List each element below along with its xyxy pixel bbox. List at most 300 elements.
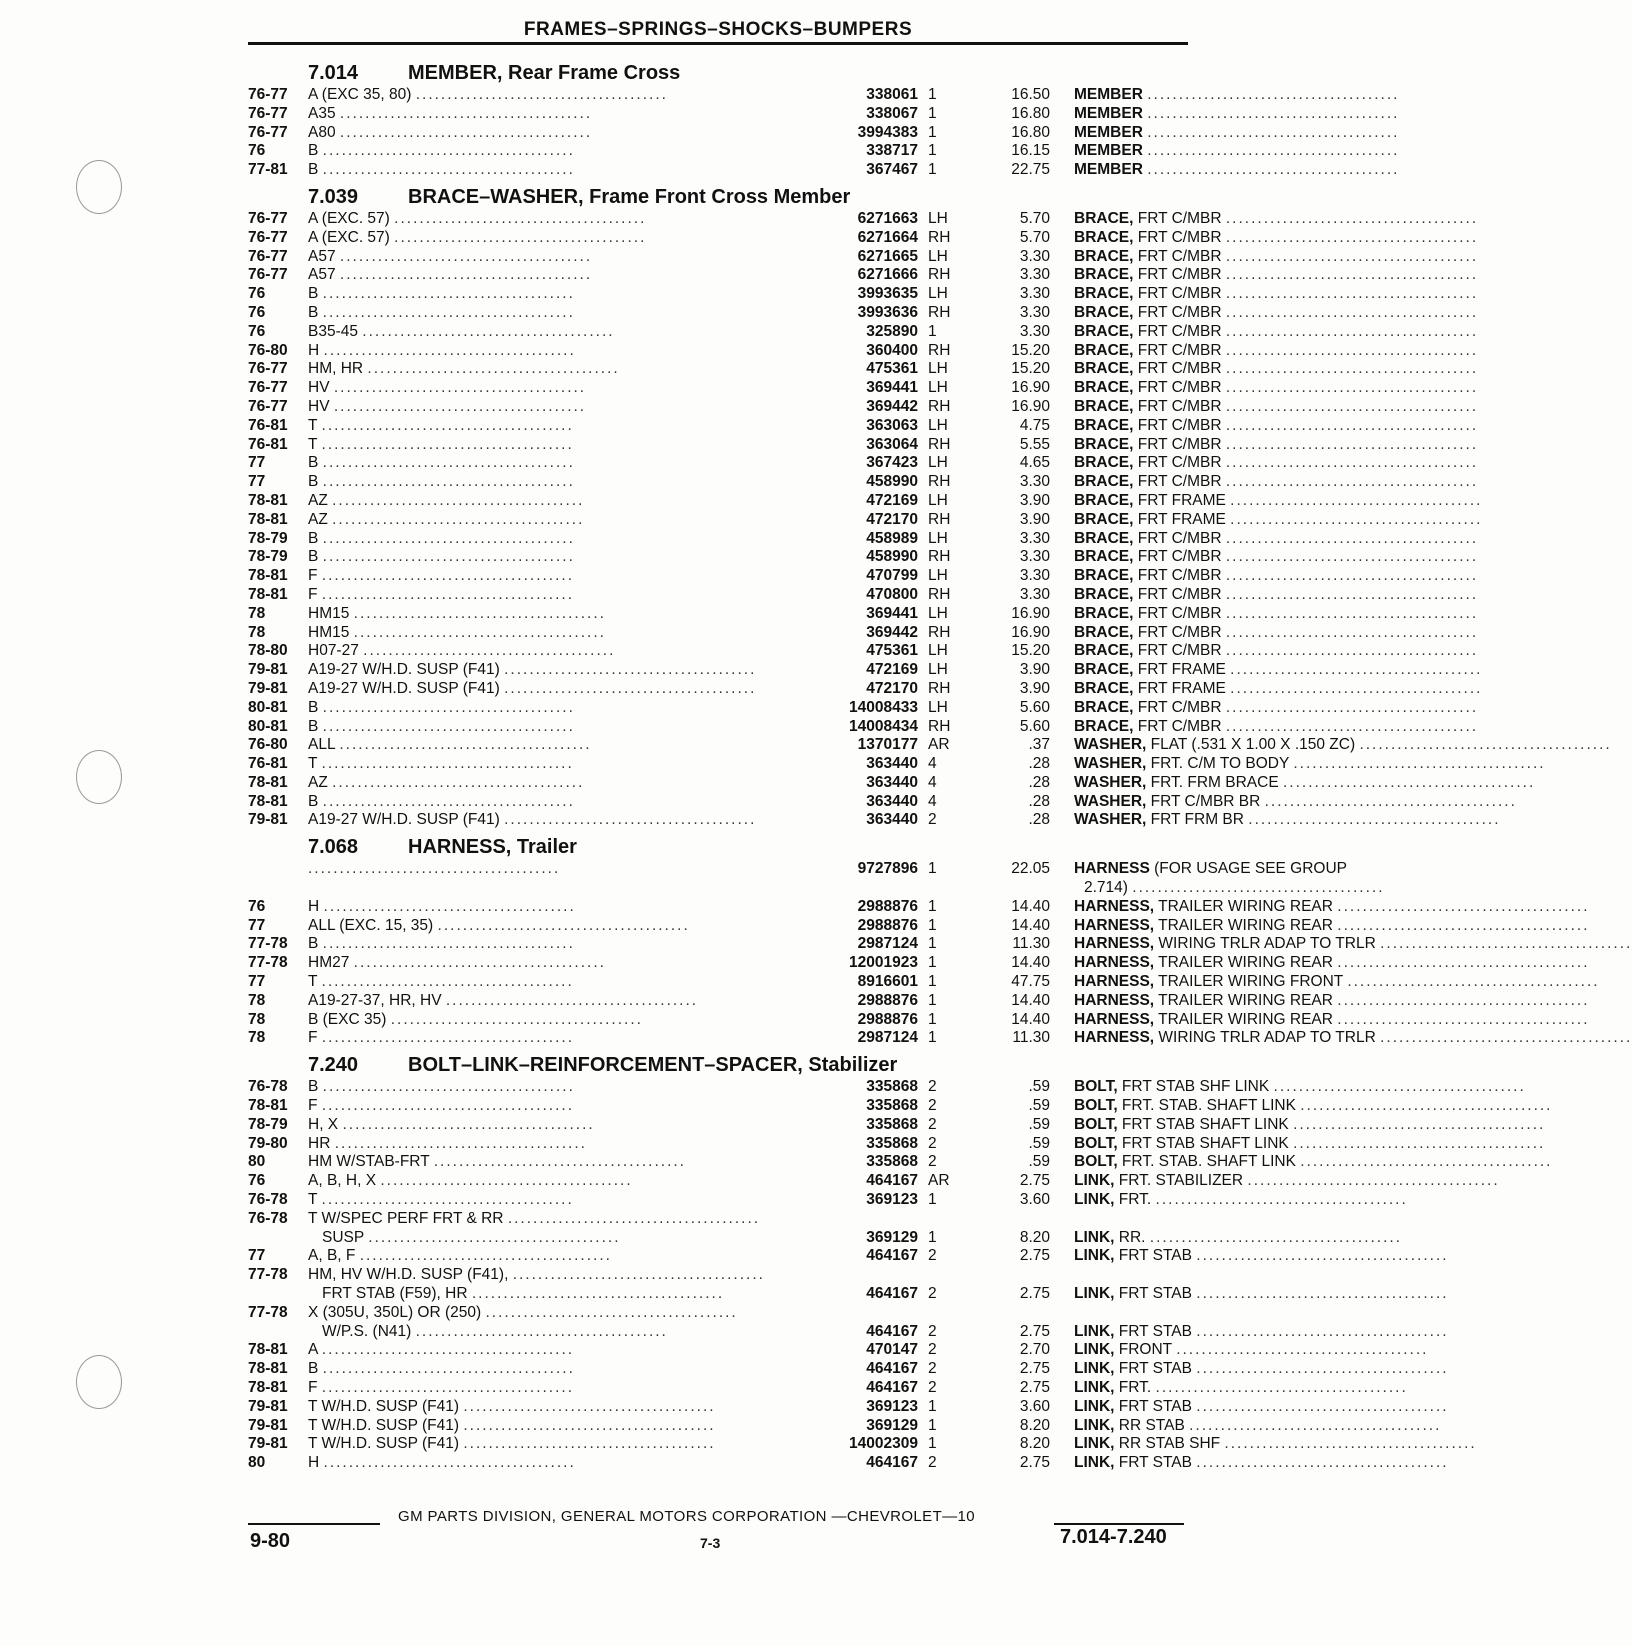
model-year: 76-77	[248, 123, 288, 141]
part-row	[248, 435, 1479, 455]
part-row	[248, 454, 1479, 473]
application: F ........................................	[308, 1029, 575, 1047]
description: BRACE, FRT C/MBR ........................................	[1074, 642, 1479, 660]
part-number: 335868	[866, 1078, 918, 1096]
quantity: 1	[928, 991, 937, 1009]
price: 14.40	[1011, 954, 1050, 972]
quantity: 2	[928, 1341, 937, 1359]
price: .28	[1028, 755, 1050, 773]
description: BRACE, FRT C/MBR ........................................	[1074, 285, 1479, 303]
application: B ........................................	[308, 454, 575, 472]
part-row	[248, 473, 1479, 492]
model-year: 77-78	[248, 954, 288, 972]
leader-dots: ........................................	[1225, 416, 1479, 434]
part-number: 335868	[866, 1097, 918, 1115]
part-row	[248, 341, 1479, 361]
part-row	[248, 1435, 1477, 1454]
leader-dots: ........................................	[322, 792, 575, 810]
application: B ........................................	[308, 303, 575, 321]
quantity: 2	[928, 1247, 937, 1265]
part-row	[248, 1029, 1632, 1048]
application: A (EXC 35, 80) ........................................	[308, 86, 668, 103]
part-row	[248, 642, 1479, 661]
price: 16.50	[1011, 86, 1050, 103]
model-year: 77	[248, 1247, 266, 1265]
quantity: LH	[928, 247, 948, 265]
description: BRACE, FRT C/MBR ........................................	[1074, 567, 1479, 585]
leader-dots: ........................................	[1225, 529, 1479, 547]
description: BRACE, FRT C/MBR ........................................	[1074, 717, 1479, 735]
description: BRACE, FRT C/MBR ........................................	[1074, 247, 1479, 265]
description: BRACE, FRT C/MBR ........................................	[1074, 228, 1479, 246]
leader-dots: ........................................	[342, 1115, 595, 1133]
price: .59	[1028, 1134, 1050, 1152]
price: 8.20	[1019, 1416, 1050, 1434]
part-row	[248, 1303, 1449, 1342]
leader-dots: ........................................	[1293, 755, 1546, 773]
quantity: 2	[928, 811, 937, 829]
leader-dots: ........................................	[507, 1209, 761, 1227]
quantity: 2	[928, 1322, 937, 1340]
description: HARNESS, TRAILER WIRING REAR ........................................	[1074, 916, 1590, 934]
price: 16.15	[1011, 142, 1050, 160]
leader-dots: ........................................	[1225, 604, 1479, 622]
leader-dots: ........................................	[1248, 811, 1501, 829]
part-row	[248, 548, 1479, 567]
model-year: 78	[248, 1010, 266, 1028]
application: AZ ........................................	[308, 491, 585, 509]
model-year: 76-77	[248, 360, 288, 378]
leader-dots: ........................................	[1132, 879, 1385, 897]
section-title: BOLT–LINK–REINFORCEMENT–SPACER, Stabilizer	[408, 1054, 898, 1077]
price: .59	[1028, 1097, 1050, 1115]
application: ALL ........................................	[308, 736, 592, 754]
section-number: 7.240	[308, 1054, 359, 1077]
price: 2.75	[1019, 1360, 1050, 1378]
leader-dots: ........................................	[308, 860, 561, 878]
footer-section-range: 7.014-7.240	[1060, 1526, 1167, 1548]
description: LINK, FRT STAB ........................................	[1074, 1247, 1449, 1265]
part-row	[248, 142, 1400, 161]
quantity: RH	[928, 228, 951, 246]
application: B ........................................	[308, 529, 575, 547]
model-year: 80	[248, 1454, 266, 1472]
leader-dots: ........................................	[504, 811, 757, 829]
leader-dots: ........................................	[1230, 661, 1483, 679]
leader-dots: ........................................	[1300, 1153, 1553, 1171]
section-number: 7.014	[308, 62, 359, 84]
application: T ........................................	[308, 755, 574, 773]
leader-dots: ........................................	[321, 585, 575, 603]
part-number: 2988876	[857, 916, 918, 934]
description: WASHER, FRT. FRM BRACE ........................................	[1074, 773, 1536, 791]
price: 16.90	[1011, 397, 1050, 415]
leader-dots: ........................................	[1283, 773, 1536, 791]
model-year: 76-78	[248, 1209, 288, 1227]
leader-dots: ........................................	[1196, 1285, 1449, 1303]
part-number: 369442	[866, 397, 918, 415]
application: HV ........................................	[308, 379, 587, 397]
section-title: BRACE–WASHER, Frame Front Cross Member	[408, 185, 851, 208]
part-number: 367423	[866, 454, 918, 472]
part-number: 458990	[866, 473, 918, 491]
leader-dots: ........................................	[1225, 322, 1479, 340]
application: A (EXC. 57) ........................................	[308, 228, 647, 246]
quantity: 1	[928, 1010, 937, 1028]
leader-dots: ........................................	[362, 322, 615, 340]
description: BRACE, FRT FRAME ........................................	[1074, 661, 1483, 679]
model-year: 80-81	[248, 698, 288, 716]
part-number: 8916601	[857, 973, 918, 991]
model-year: 79-81	[248, 679, 288, 697]
part-number: 464167	[866, 1285, 918, 1303]
price: 5.60	[1019, 717, 1050, 735]
part-number: 1370177	[857, 736, 918, 754]
description: HARNESS, WIRING TRLR ADAP TO TRLR ........................................	[1074, 935, 1632, 953]
description: MEMBER ........................................	[1074, 86, 1400, 103]
part-number: 470799	[866, 567, 918, 585]
quantity: 2	[928, 1153, 937, 1171]
description: BRACE, FRT C/MBR ........................................	[1074, 604, 1479, 622]
part-row	[248, 209, 1479, 229]
model-year: 76-77	[248, 104, 288, 122]
part-number: 360400	[866, 341, 918, 359]
section-title: HARNESS, Trailer	[408, 836, 577, 859]
quantity: 2	[928, 1078, 937, 1096]
model-year: 77	[248, 973, 266, 991]
leader-dots: ........................................	[1225, 473, 1479, 491]
leader-dots: ........................................	[1196, 1360, 1449, 1378]
quantity: LH	[928, 491, 948, 509]
quantity: 4	[928, 792, 937, 810]
part-number: 338717	[866, 142, 918, 160]
application: F ........................................	[308, 1379, 575, 1396]
part-row	[248, 935, 1632, 954]
application: B ........................................	[308, 473, 575, 491]
price: 3.30	[1019, 266, 1050, 284]
description: HARNESS, TRAILER WIRING REAR ........................................	[1074, 1010, 1590, 1028]
description: LINK, FRT. ........................................	[1074, 1191, 1408, 1209]
part-number: 369129	[866, 1416, 918, 1434]
leader-dots: ........................................	[394, 209, 647, 227]
model-year: 79-81	[248, 811, 288, 829]
part-number: 6271665	[857, 247, 918, 265]
leader-dots: ........................................	[1230, 510, 1483, 528]
quantity: 1	[928, 1397, 937, 1415]
part-number: 369123	[866, 1191, 918, 1209]
part-row	[248, 604, 1479, 624]
description: BRACE, FRT C/MBR ........................................	[1074, 435, 1479, 453]
leader-dots: ........................................	[394, 228, 647, 246]
part-number: 2987124	[857, 935, 918, 953]
part-row	[248, 792, 1517, 812]
leader-dots: ........................................	[1225, 228, 1479, 246]
application: H, X ........................................	[308, 1115, 595, 1133]
model-year: 76-80	[248, 341, 288, 359]
footer-date: 9-80	[250, 1530, 291, 1552]
part-number: 335868	[866, 1115, 918, 1133]
page-header: FRAMES–SPRINGS–SHOCKS–BUMPERS	[523, 19, 913, 40]
part-row	[248, 991, 1590, 1011]
application: B ........................................	[308, 935, 575, 953]
application: A57 ........................................	[308, 247, 593, 265]
description: BRACE, FRT C/MBR ........................................	[1074, 698, 1479, 716]
leader-dots: ........................................	[1189, 1416, 1442, 1434]
price: 15.20	[1011, 360, 1050, 378]
part-row	[248, 416, 1479, 436]
description: BOLT, FRT STAB SHAFT LINK ........................................	[1074, 1115, 1546, 1133]
leader-dots: ........................................	[1196, 1322, 1449, 1340]
leader-dots: ........................................	[322, 303, 575, 321]
part-number: 335868	[866, 1134, 918, 1152]
part-row	[248, 1115, 1546, 1135]
leader-dots: ........................................	[321, 1341, 575, 1359]
price: 3.30	[1019, 247, 1050, 265]
price: .28	[1028, 773, 1050, 791]
application: AZ ........................................	[308, 773, 585, 791]
application: B ........................................	[308, 142, 575, 160]
quantity: 2	[928, 1097, 937, 1115]
leader-dots: ........................................	[1300, 1097, 1553, 1115]
description: LINK, FRT. STABILIZER ........................................	[1074, 1172, 1500, 1190]
quantity: LH	[928, 661, 948, 679]
part-number: 363064	[866, 435, 918, 453]
leader-dots: ........................................	[512, 1266, 765, 1284]
leader-dots: ........................................	[433, 1153, 686, 1171]
description: LINK, RR STAB ........................................	[1074, 1416, 1442, 1434]
model-year: 76-81	[248, 755, 288, 773]
part-number: 369129	[866, 1228, 918, 1246]
part-number: 464167	[866, 1247, 918, 1265]
price: 15.20	[1011, 642, 1050, 660]
application: T ........................................	[308, 416, 574, 434]
quantity: LH	[928, 360, 948, 378]
application: A ........................................	[308, 1341, 575, 1359]
leader-dots: ........................................	[1337, 897, 1590, 915]
part-number: 472170	[866, 510, 918, 528]
leader-dots: ........................................	[333, 379, 587, 397]
quantity: RH	[928, 397, 951, 415]
quantity: 2	[928, 1454, 937, 1472]
application: T ........................................	[308, 1191, 574, 1209]
application: B ........................................	[308, 1360, 575, 1378]
description: LINK, FRT. ........................................	[1074, 1379, 1408, 1396]
leader-dots: ........................................	[1337, 991, 1590, 1009]
leader-dots: ........................................	[504, 679, 757, 697]
quantity: 1	[928, 935, 937, 953]
price: 3.30	[1019, 473, 1050, 491]
description: LINK, FRT STAB ........................................	[1074, 1454, 1449, 1472]
leader-dots: ........................................	[1155, 1191, 1408, 1209]
model-year: 78	[248, 623, 266, 641]
description: HARNESS, TRAILER WIRING REAR ........................................	[1074, 991, 1590, 1009]
price: .37	[1028, 736, 1050, 754]
price: 16.80	[1011, 104, 1050, 122]
quantity: 4	[928, 773, 937, 791]
description: MEMBER ........................................	[1074, 104, 1400, 122]
part-row	[248, 1454, 1449, 1473]
description: LINK, FRT STAB ........................................	[1074, 1285, 1449, 1303]
quantity: LH	[928, 642, 948, 660]
part-number: 458989	[866, 529, 918, 547]
description: BRACE, FRT C/MBR ........................................	[1074, 473, 1479, 491]
quantity: 1	[928, 322, 937, 340]
footer-publisher: GM PARTS DIVISION, GENERAL MOTORS CORPORATION —CHEVROLET—10	[398, 1508, 976, 1525]
part-number: 367467	[866, 161, 918, 179]
leader-dots: ........................................	[1225, 247, 1479, 265]
leader-dots: ........................................	[321, 1379, 575, 1396]
leader-dots: ........................................	[1224, 1435, 1477, 1453]
description: MEMBER ........................................	[1074, 161, 1400, 179]
leader-dots: ........................................	[463, 1416, 716, 1434]
quantity: RH	[928, 303, 951, 321]
leader-dots: ........................................	[353, 954, 606, 972]
model-year: 76-77	[248, 228, 288, 246]
price: 3.90	[1019, 491, 1050, 509]
leader-dots: ........................................	[1264, 792, 1517, 810]
description: MEMBER ........................................	[1074, 123, 1400, 141]
leader-dots: ........................................	[471, 1285, 725, 1303]
application: B ........................................	[308, 698, 575, 716]
quantity: 1	[928, 86, 937, 103]
part-number: 472170	[866, 679, 918, 697]
price: 3.60	[1019, 1397, 1050, 1415]
application: HM, HR ........................................	[308, 360, 620, 378]
description: BRACE, FRT C/MBR ........................................	[1074, 585, 1479, 603]
application: B ........................................	[308, 792, 575, 810]
leader-dots: ........................................	[1225, 303, 1479, 321]
description: BRACE, FRT C/MBR ........................................	[1074, 341, 1479, 359]
application: A35 ........................................	[308, 104, 593, 122]
quantity: 1	[928, 1435, 937, 1453]
leader-dots: ........................................	[1147, 86, 1400, 103]
part-number: 6271664	[857, 228, 918, 246]
quantity: LH	[928, 567, 948, 585]
leader-dots: ........................................	[323, 1454, 576, 1472]
part-number: 458990	[866, 548, 918, 566]
leader-dots: ........................................	[1359, 736, 1612, 754]
leader-dots: ........................................	[1225, 397, 1479, 415]
part-number: 464167	[866, 1172, 918, 1190]
leader-dots: ........................................	[1273, 1078, 1526, 1096]
quantity: 1	[928, 973, 937, 991]
leader-dots: ........................................	[322, 1360, 575, 1378]
description: BRACE, FRT C/MBR ........................................	[1074, 266, 1479, 284]
model-year: 79-81	[248, 1397, 288, 1415]
application: A, B, F ........................................	[308, 1247, 612, 1265]
leader-dots: ........................................	[321, 416, 574, 434]
leader-dots: ........................................	[1147, 142, 1400, 160]
model-year: 78-81	[248, 491, 288, 509]
application: H ........................................	[308, 341, 576, 359]
leader-dots: ........................................	[1225, 209, 1479, 227]
model-year: 78	[248, 1029, 266, 1047]
quantity: LH	[928, 209, 948, 227]
quantity: 1	[928, 1191, 937, 1209]
leader-dots: ........................................	[322, 1078, 575, 1096]
model-year: 77	[248, 473, 266, 491]
model-year: 80-81	[248, 717, 288, 735]
quantity: RH	[928, 585, 951, 603]
leader-dots: ........................................	[1225, 567, 1479, 585]
part-number: 369441	[866, 604, 918, 622]
price: .28	[1028, 811, 1050, 829]
model-year: 76-78	[248, 1191, 288, 1209]
quantity: AR	[928, 1172, 950, 1190]
description: HARNESS, TRAILER WIRING REAR ........................................	[1074, 954, 1590, 972]
description: HARNESS (FOR USAGE SEE GROUP 2.714) ........................................	[1074, 860, 1385, 897]
application: A19-27 W/H.D. SUSP (F41) ........................................	[308, 811, 757, 829]
model-year: 76-77	[248, 209, 288, 227]
part-row	[248, 1416, 1442, 1436]
price: 3.30	[1019, 567, 1050, 585]
quantity: LH	[928, 529, 948, 547]
part-number: 464167	[866, 1322, 918, 1340]
leader-dots: ........................................	[380, 1172, 633, 1190]
description: WASHER, FRT FRM BR ........................................	[1074, 811, 1501, 829]
part-number: 470147	[866, 1341, 918, 1359]
leader-dots: ........................................	[333, 397, 587, 415]
section-number: 7.039	[308, 185, 359, 208]
price: 3.30	[1019, 285, 1050, 303]
section-heading	[248, 180, 1193, 210]
description: LINK, FRT STAB ........................................	[1074, 1322, 1449, 1340]
application: H ........................................	[308, 1454, 576, 1472]
price: 3.90	[1019, 661, 1050, 679]
description: HARNESS, TRAILER WIRING FRONT ........................................	[1074, 973, 1600, 991]
section-title: MEMBER, Rear Frame Cross	[408, 62, 681, 84]
leader-dots: ........................................	[321, 567, 575, 585]
application: B ........................................	[308, 161, 575, 179]
quantity: 4	[928, 755, 937, 773]
description: MEMBER ........................................	[1074, 142, 1400, 160]
description: BRACE, FRT C/MBR ........................................	[1074, 454, 1479, 472]
leader-dots: ........................................	[359, 1247, 612, 1265]
leader-dots: ........................................	[463, 1435, 716, 1453]
price: 5.60	[1019, 698, 1050, 716]
model-year: 78-79	[248, 529, 288, 547]
model-year: 78	[248, 604, 266, 622]
part-row	[248, 954, 1590, 973]
part-number: 338067	[866, 104, 918, 122]
price: 8.20	[1019, 1228, 1050, 1246]
part-row	[248, 491, 1483, 511]
model-year: 77-78	[248, 935, 288, 953]
description: LINK, FRT STAB ........................................	[1074, 1360, 1449, 1378]
application: A57 ........................................	[308, 266, 593, 284]
leader-dots: ........................................	[322, 161, 575, 179]
part-row	[248, 860, 1385, 898]
quantity: RH	[928, 717, 951, 735]
application: B ........................................	[308, 548, 575, 566]
description: BRACE, FRT FRAME ........................................	[1074, 491, 1483, 509]
description: BOLT, FRT STAB SHAFT LINK ........................................	[1074, 1134, 1546, 1152]
price: 14.40	[1011, 897, 1050, 915]
quantity: RH	[928, 473, 951, 491]
application: T W/H.D. SUSP (F41) ........................................	[308, 1435, 716, 1453]
model-year: 79-81	[248, 1435, 288, 1453]
price: .59	[1028, 1153, 1050, 1171]
price: 4.65	[1019, 454, 1050, 472]
price: 3.30	[1019, 322, 1050, 340]
leader-dots: ........................................	[485, 1303, 738, 1321]
leader-dots: ........................................	[322, 698, 575, 716]
price: .28	[1028, 792, 1050, 810]
description: BOLT, FRT. STAB. SHAFT LINK ........................................	[1074, 1153, 1553, 1171]
punch-hole-top	[76, 160, 122, 214]
part-number: 363440	[866, 773, 918, 791]
part-number: 338061	[866, 86, 918, 103]
